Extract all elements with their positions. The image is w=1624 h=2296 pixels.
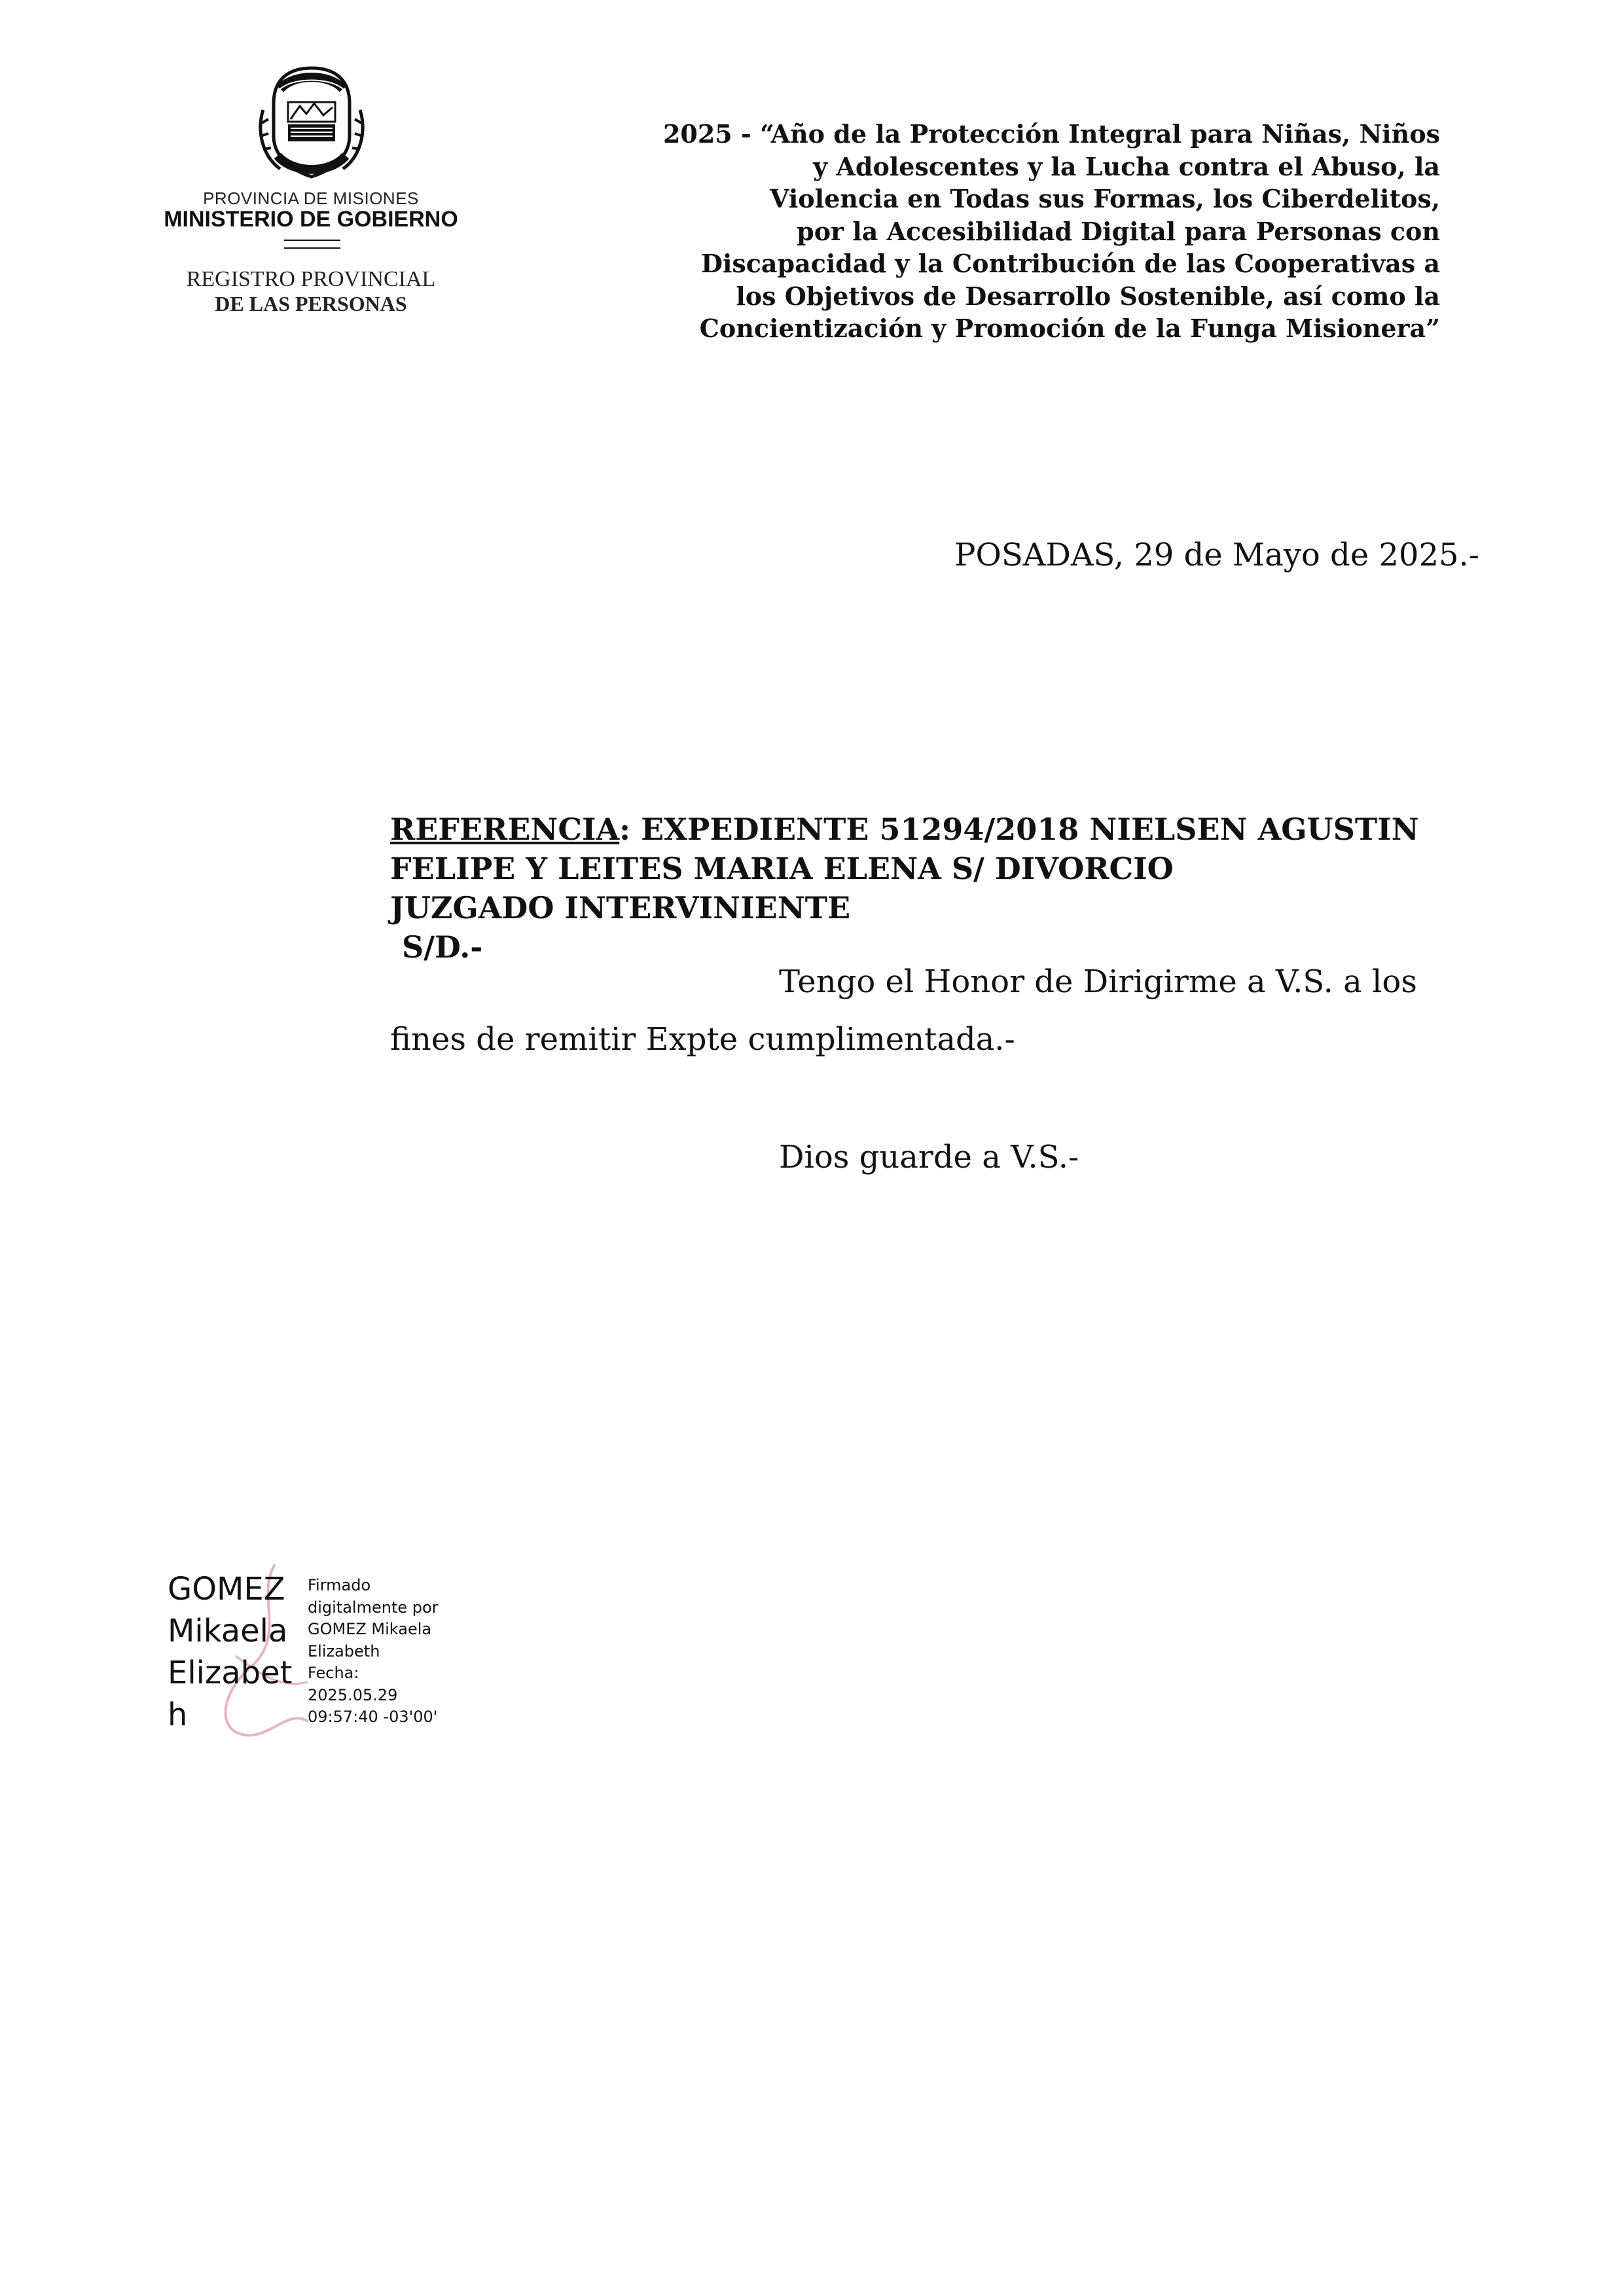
motto-line: Violencia en Todas sus Formas, los Ciberdelitos, <box>770 184 1440 213</box>
ministry-name: MINISTERIO DE GOBIERNO <box>164 207 458 232</box>
signature-name-line: Elizabet <box>168 1655 293 1691</box>
signature-detail-line: Firmado <box>308 1576 371 1594</box>
motto-line: Concientización y Promoción de la Funga Misionera” <box>699 314 1440 343</box>
motto-line: los Objetivos de Desarrollo Sostenible, así como la <box>736 281 1440 311</box>
motto-line: y Adolescentes y la Lucha contra el Abuso, la <box>813 151 1440 181</box>
reference-line-1 <box>390 810 1516 849</box>
reference-line-3: JUZGADO INTERVINIENTE <box>390 890 851 925</box>
signature-detail-line: Fecha: <box>308 1664 359 1682</box>
registry-name-line2: DE LAS PERSONAS <box>215 292 407 315</box>
motto-line: Discapacidad y la Contribución de las Cooperativas a <box>700 249 1440 278</box>
signature-detail-line: Elizabeth <box>308 1641 380 1660</box>
signature-details <box>308 1575 439 1729</box>
signature-name-line: GOMEZ <box>168 1571 285 1607</box>
reference-block <box>390 810 1516 967</box>
body-text-line-2: fines de remitir Expte cumplimentada.- <box>390 1021 1015 1058</box>
header-divider <box>284 240 340 249</box>
year-motto <box>615 118 1440 345</box>
signature-detail-line: GOMEZ Mikaela <box>308 1620 432 1638</box>
reference-line-4: S/D.- <box>402 929 483 965</box>
reference-label: REFERENCIA <box>390 812 620 847</box>
signature-name <box>168 1568 292 1736</box>
date-line: POSADAS, 29 de Mayo de 2025.- <box>954 537 1479 573</box>
reference-line-2: FELIPE Y LEITES MARIA ELENA S/ DIVORCIO <box>390 851 1174 886</box>
signature-detail-line: 2025.05.29 <box>308 1685 398 1704</box>
provincial-seal-logo <box>254 64 369 186</box>
motto-line: por la Accesibilidad Digital para Personas con <box>797 216 1440 246</box>
registry-name-line1: REGISTRO PROVINCIAL <box>186 267 436 291</box>
signature-name-line: Mikaela <box>168 1613 288 1649</box>
reference-case: : EXPEDIENTE 51294/2018 NIELSEN AGUSTIN <box>619 812 1419 847</box>
signature-name-line: h <box>168 1696 188 1733</box>
motto-line: 2025 - “Año de la Protección Integral para Niñas, Niños <box>662 119 1440 149</box>
province-name: PROVINCIA DE MISIONES <box>203 188 419 208</box>
body-text-line-1: Tengo el Honor de Dirigirme a V.S. a los <box>779 963 1417 1000</box>
signature-detail-line: 09:57:40 -03'00' <box>308 1708 438 1726</box>
closing-text: Dios guarde a V.S.- <box>779 1139 1079 1175</box>
signature-detail-line: digitalmente por <box>308 1598 439 1617</box>
